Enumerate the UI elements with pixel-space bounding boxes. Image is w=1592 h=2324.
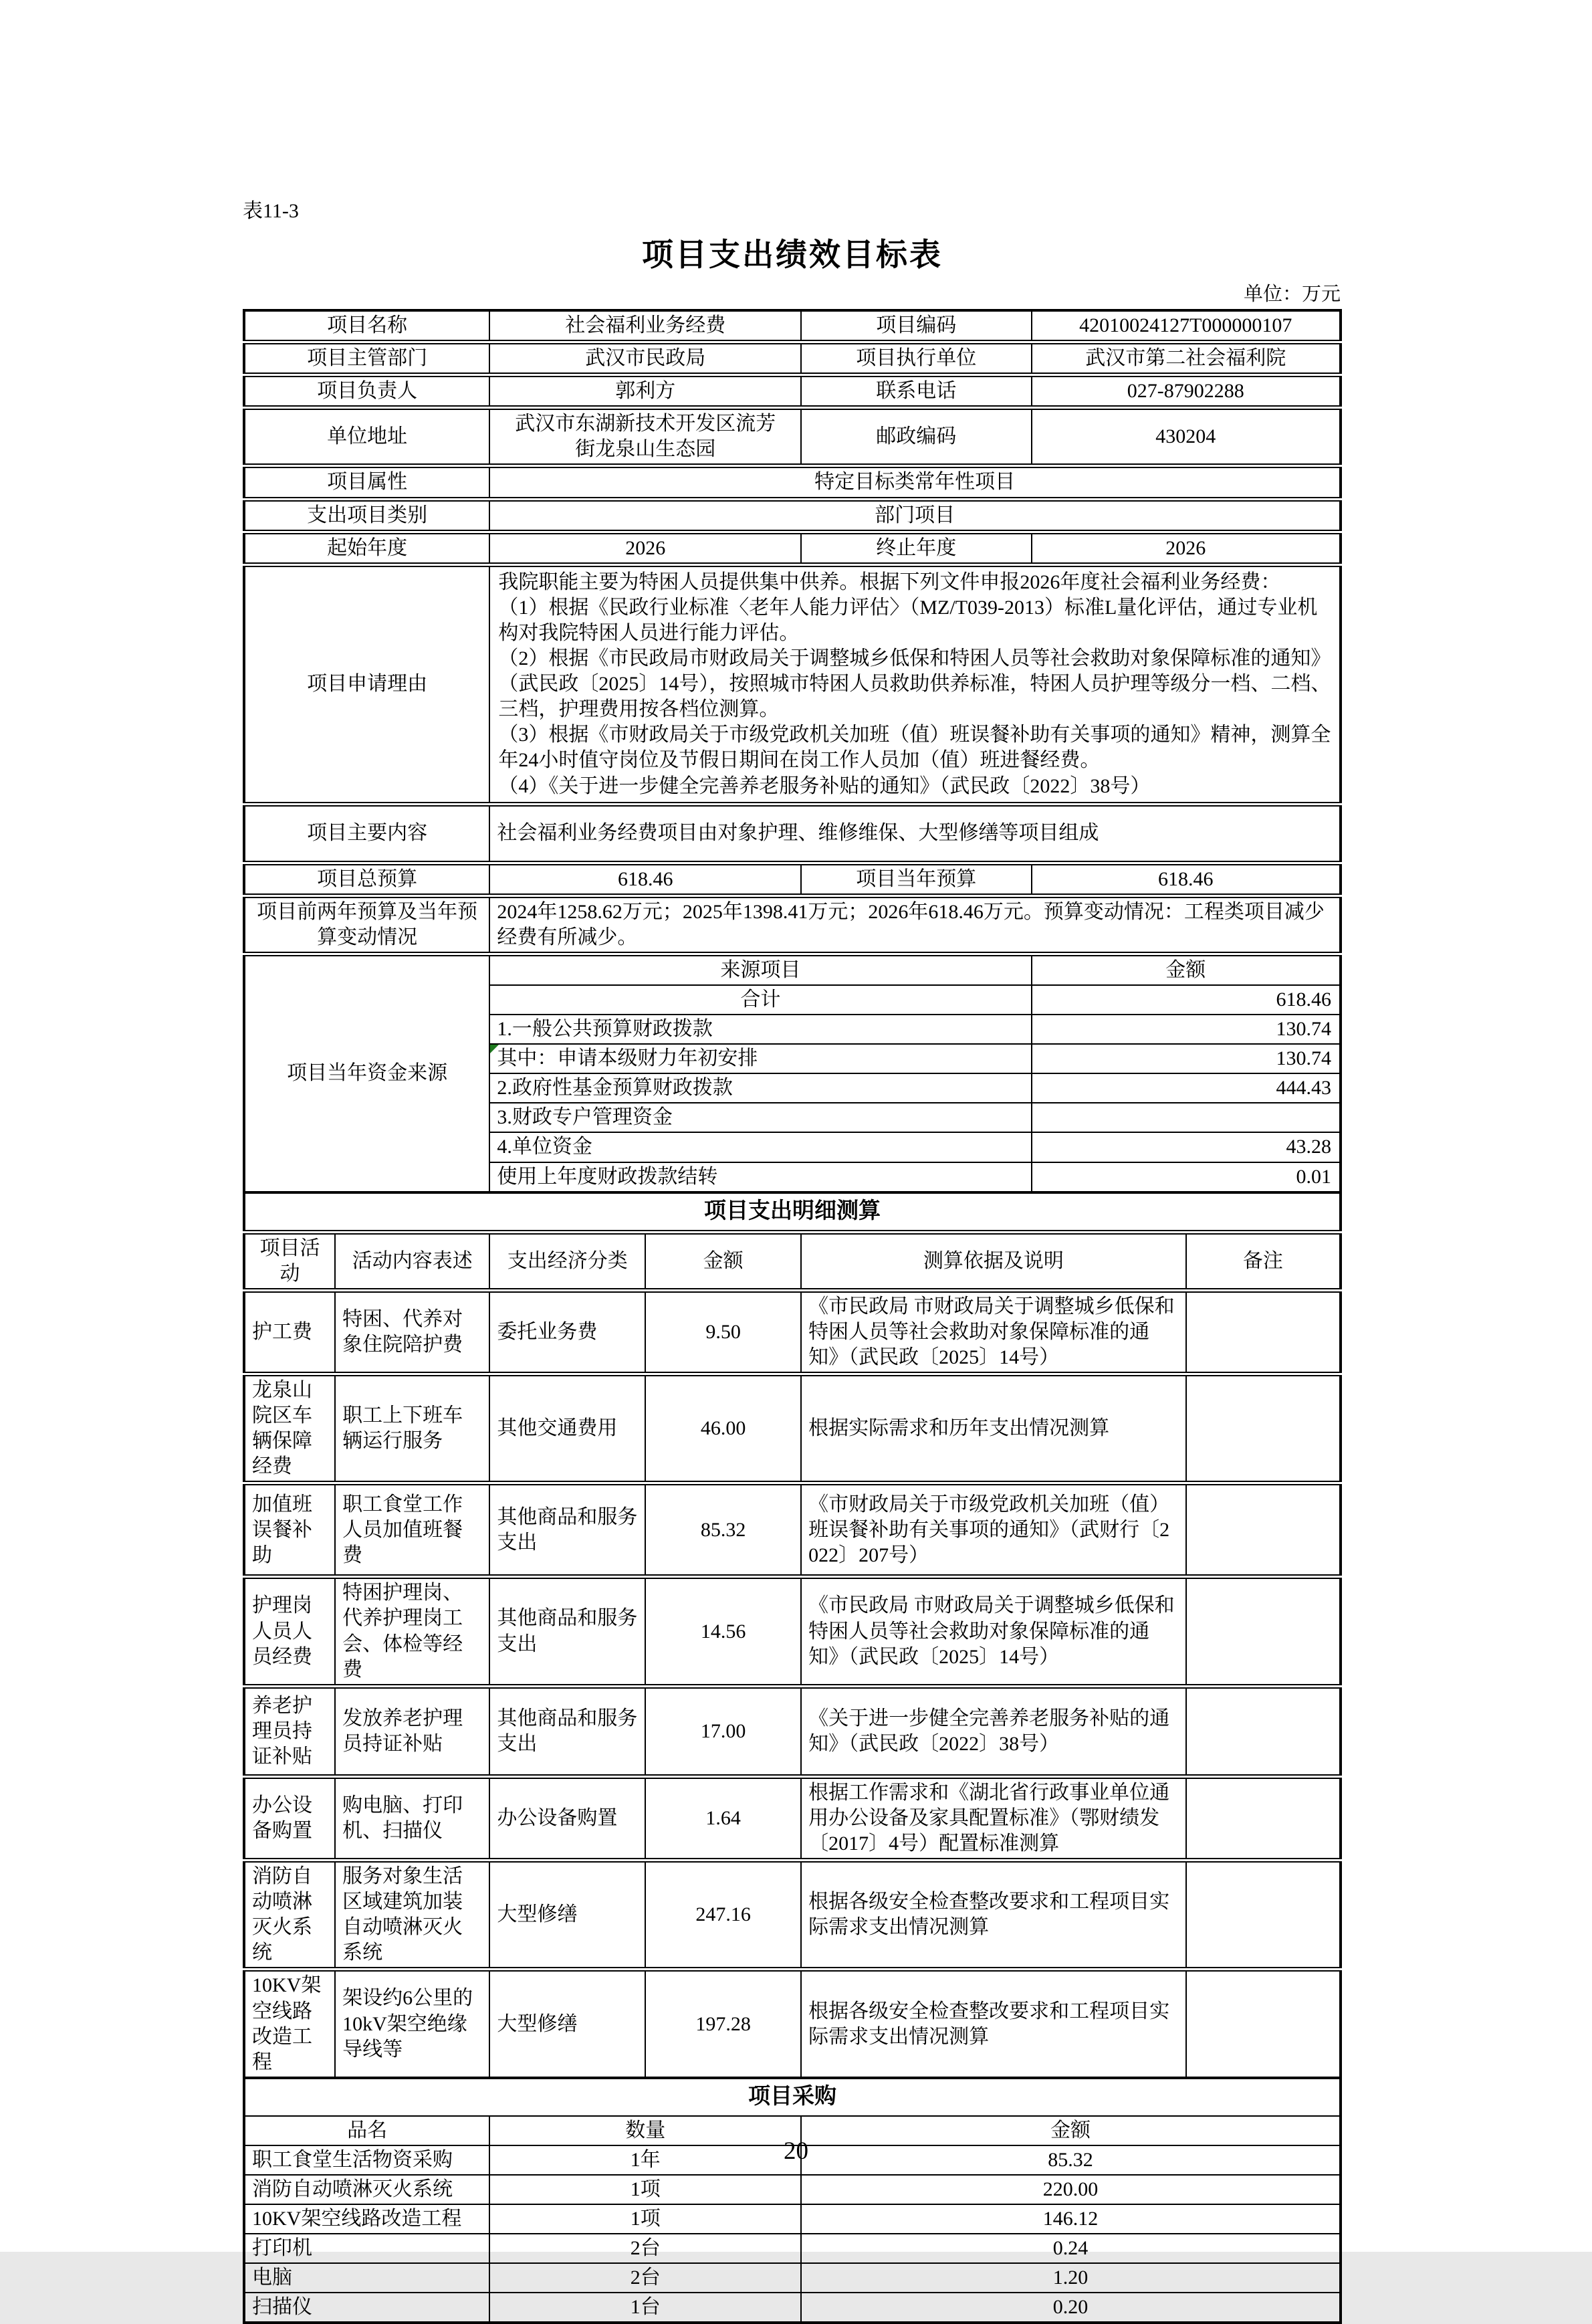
procurement-item-amount: 0.20 [801,2293,1341,2323]
phone-value: 027-87902288 [1032,375,1341,408]
manager-value: 郭利方 [489,375,801,408]
manager-label: 项目负责人 [244,375,489,408]
detail-section-title: 项目支出明细测算 [244,1192,1341,1232]
procurement-item-name: 打印机 [244,2234,489,2263]
funding-row-item: 使用上年度财政拨款结转 [489,1162,1031,1192]
current-budget-label: 项目当年预算 [801,863,1031,895]
procurement-col-header: 数量 [489,2116,801,2145]
detail-note [1186,1577,1341,1686]
detail-basis: 根据工作需求和《湖北省行政事业单位通用办公设备及家具配置标准》（鄂财绩发〔2017〕4号）配置标准测算 [801,1776,1186,1860]
end-year-label: 终止年度 [801,532,1031,564]
detail-econ-class: 其他交通费用 [489,1374,645,1483]
procurement-table [243,2077,1342,2324]
procurement-item-amount: 0.24 [801,2234,1341,2263]
funding-row-amount: 0.01 [1032,1162,1341,1192]
procurement-item-qty: 1项 [489,2175,801,2204]
table-number-label: 表11-3 [243,200,299,222]
total-budget-value: 618.46 [489,863,801,895]
procurement-item-amount: 85.32 [801,2145,1341,2175]
unit-note: 单位：万元 [1243,284,1341,305]
detail-econ-class: 办公设备购置 [489,1776,645,1860]
procurement-item-qty: 2台 [489,2263,801,2293]
detail-activity: 办公设备购置 [244,1776,335,1860]
detail-note [1186,1970,1341,2078]
reason-paragraph: （2）根据《市民政局市财政局关于调整城乡低保和特困人员等社会救助对象保障标准的通知》（武民政〔2025〕14号），按照城市特困人员救助供养标准，特困人员护理等级分一档、二档、三档，护理费用按各档位测算。 [498,647,1331,721]
reason-value [489,564,1341,804]
reason-label: 项目申请理由 [244,564,489,804]
funding-row-amount: 130.74 [1032,1044,1341,1073]
funding-row-item: 2.政府性基金预算财政拨款 [489,1073,1031,1103]
detail-desc: 架设约6公里的10kV架空绝缘导线等 [335,1970,489,2078]
detail-col-header: 测算依据及说明 [801,1232,1186,1290]
procurement-item-name: 职工食堂生活物资采购 [244,2145,489,2175]
project-info-table [243,309,1342,1194]
detail-amount: 247.16 [645,1861,801,1970]
project-code-label: 项目编码 [801,310,1031,342]
detail-basis: 《关于进一步健全完善养老服务补贴的通知》（武民政〔2022〕38号） [801,1686,1186,1776]
procurement-item-name: 扫描仪 [244,2293,489,2323]
procurement-item-amount: 220.00 [801,2175,1341,2204]
procurement-item-name: 电脑 [244,2263,489,2293]
detail-amount: 9.50 [645,1290,801,1374]
reason-paragraph: （4）《关于进一步健全完善养老服务补贴的通知》（武民政〔2022〕38号） [498,774,1151,797]
detail-activity: 加值班误餐补助 [244,1483,335,1577]
detail-activity: 护工费 [244,1290,335,1374]
detail-col-header: 支出经济分类 [489,1232,645,1290]
detail-econ-class: 大型修缮 [489,1970,645,2078]
end-year-value: 2026 [1032,532,1341,564]
phone-label: 联系电话 [801,375,1031,408]
procurement-item-qty: 2台 [489,2234,801,2263]
category-label: 支出项目类别 [244,499,489,532]
page-number: 20 [784,2137,808,2165]
green-corner-marker-icon [490,1045,499,1053]
detail-desc: 特困护理岗、代养护理岗工会、体检等经费 [335,1577,489,1686]
start-year-value: 2026 [489,532,801,564]
dept-value: 武汉市民政局 [489,342,801,375]
funding-row-amount: 444.43 [1032,1073,1341,1103]
address-label: 单位地址 [244,408,489,466]
total-budget-label: 项目总预算 [244,863,489,895]
project-name-label: 项目名称 [244,310,489,342]
funding-row-item: 4.单位资金 [489,1132,1031,1162]
detail-amount: 17.00 [645,1686,801,1776]
reason-paragraph: 我院职能主要为特困人员提供集中供养。根据下列文件申报2026年度社会福利业务经费： [498,570,1281,593]
reason-paragraph: （1）根据《民政行业标准〈老年人能力评估〉（MZ/T039-2013）标准L量化评估，通过专业机构对我院特困人员进行能力评估。 [498,596,1318,644]
detail-activity: 养老护理员持证补贴 [244,1686,335,1776]
category-value: 部门项目 [489,499,1341,532]
procurement-item-name: 10KV架空线路改造工程 [244,2204,489,2234]
detail-col-header: 备注 [1186,1232,1341,1290]
funding-header-amount: 金额 [1032,954,1341,985]
funding-row-item: 3.财政专户管理资金 [489,1103,1031,1132]
detail-col-header: 项目活动 [244,1232,335,1290]
page-title: 项目支出绩效目标表 [642,238,943,273]
project-code-value: 42010024127T000000107 [1032,310,1341,342]
detail-econ-class: 其他商品和服务支出 [489,1686,645,1776]
detail-note [1186,1374,1341,1483]
procurement-item-name: 消防自动喷淋灭火系统 [244,2175,489,2204]
detail-basis: 根据各级安全检查整改要求和工程项目实际需求支出情况测算 [801,1861,1186,1970]
attribute-value: 特定目标类常年性项目 [489,466,1341,499]
detail-desc: 职工食堂工作人员加值班餐费 [335,1483,489,1577]
detail-amount: 46.00 [645,1374,801,1483]
procurement-item-amount: 146.12 [801,2204,1341,2234]
history-label: 项目前两年预算及当年预算变动情况 [244,895,489,954]
detail-econ-class: 其他商品和服务支出 [489,1577,645,1686]
funding-row-item: 合计 [489,985,1031,1015]
detail-econ-class: 委托业务费 [489,1290,645,1374]
detail-basis: 《市民政局 市财政局关于调整城乡低保和特困人员等社会救助对象保障标准的通知》（武民政〔2025〕14号） [801,1290,1186,1374]
detail-desc: 职工上下班车辆运行服务 [335,1374,489,1483]
detail-col-header: 活动内容表述 [335,1232,489,1290]
detail-note [1186,1686,1341,1776]
funding-source-label: 项目当年资金来源 [244,954,489,1192]
procurement-item-amount: 1.20 [801,2263,1341,2293]
history-value: 2024年1258.62万元；2025年1398.41万元；2026年618.46万元。预算变动情况：工程类项目减少经费有所减少。 [489,895,1341,954]
detail-amount: 85.32 [645,1483,801,1577]
content-value: 社会福利业务经费项目由对象护理、维修维保、大型修缮等项目组成 [489,804,1341,863]
start-year-label: 起始年度 [244,532,489,564]
detail-basis: 根据各级安全检查整改要求和工程项目实际需求支出情况测算 [801,1970,1186,2078]
detail-note [1186,1776,1341,1860]
funding-row-amount [1032,1103,1341,1132]
detail-activity: 龙泉山院区车辆保障经费 [244,1374,335,1483]
funding-row-item: 1.一般公共预算财政拨款 [489,1015,1031,1044]
detail-desc: 服务对象生活区域建筑加装自动喷淋灭火系统 [335,1861,489,1970]
detail-basis: 《市民政局 市财政局关于调整城乡低保和特困人员等社会救助对象保障标准的通知》（武民政〔2025〕14号） [801,1577,1186,1686]
funding-row-amount: 43.28 [1032,1132,1341,1162]
funding-row-amount: 618.46 [1032,985,1341,1015]
funding-row-amount: 130.74 [1032,1015,1341,1044]
detail-desc: 特困、代养对象住院陪护费 [335,1290,489,1374]
procurement-section-title: 项目采购 [244,2078,1341,2116]
current-budget-value: 618.46 [1032,863,1341,895]
postcode-value: 430204 [1032,408,1341,466]
postcode-label: 邮政编码 [801,408,1031,466]
detail-note [1186,1483,1341,1577]
detail-note [1186,1290,1341,1374]
exec-unit-label: 项目执行单位 [801,342,1031,375]
procurement-item-qty: 1项 [489,2204,801,2234]
procurement-col-header: 金额 [801,2116,1341,2145]
detail-econ-class: 其他商品和服务支出 [489,1483,645,1577]
detail-basis: 《市财政局关于市级党政机关加班（值）班误餐补助有关事项的通知》（武财行〔2022〕207号） [801,1483,1186,1577]
document-content [243,0,1342,2324]
detail-col-header: 金额 [645,1232,801,1290]
detail-activity: 10KV架空线路改造工程 [244,1970,335,2078]
detail-desc: 购电脑、打印机、扫描仪 [335,1776,489,1860]
funding-row-item [489,1044,1031,1073]
detail-desc: 发放养老护理员持证补贴 [335,1686,489,1776]
reason-paragraph: （3）根据《市财政局关于市级党政机关加班（值）班误餐补助有关事项的通知》精神，测算全年24小时值守岗位及节假日期间在岗工作人员加（值）班进餐经费。 [498,724,1331,772]
exec-unit-value: 武汉市第二社会福利院 [1032,342,1341,375]
content-label: 项目主要内容 [244,804,489,863]
funding-row-item-text: 其中：申请本级财力年初安排 [497,1047,758,1070]
procurement-item-qty: 1台 [489,2293,801,2323]
detail-activity: 护理岗人员人员经费 [244,1577,335,1686]
dept-label: 项目主管部门 [244,342,489,375]
detail-basis: 根据实际需求和历年支出情况测算 [801,1374,1186,1483]
detail-activity: 消防自动喷淋灭火系统 [244,1861,335,1970]
funding-header-item: 来源项目 [489,954,1031,985]
detail-amount: 197.28 [645,1970,801,2078]
detail-econ-class: 大型修缮 [489,1861,645,1970]
procurement-col-header: 品名 [244,2116,489,2145]
project-name-value: 社会福利业务经费 [489,310,801,342]
attribute-label: 项目属性 [244,466,489,499]
address-value: 武汉市东湖新技术开发区流芳街龙泉山生态园 [489,408,801,466]
expenditure-detail-table [243,1191,1342,2079]
detail-note [1186,1861,1341,1970]
detail-amount: 14.56 [645,1577,801,1686]
procurement-item-qty: 1年 [489,2145,801,2175]
detail-amount: 1.64 [645,1776,801,1860]
